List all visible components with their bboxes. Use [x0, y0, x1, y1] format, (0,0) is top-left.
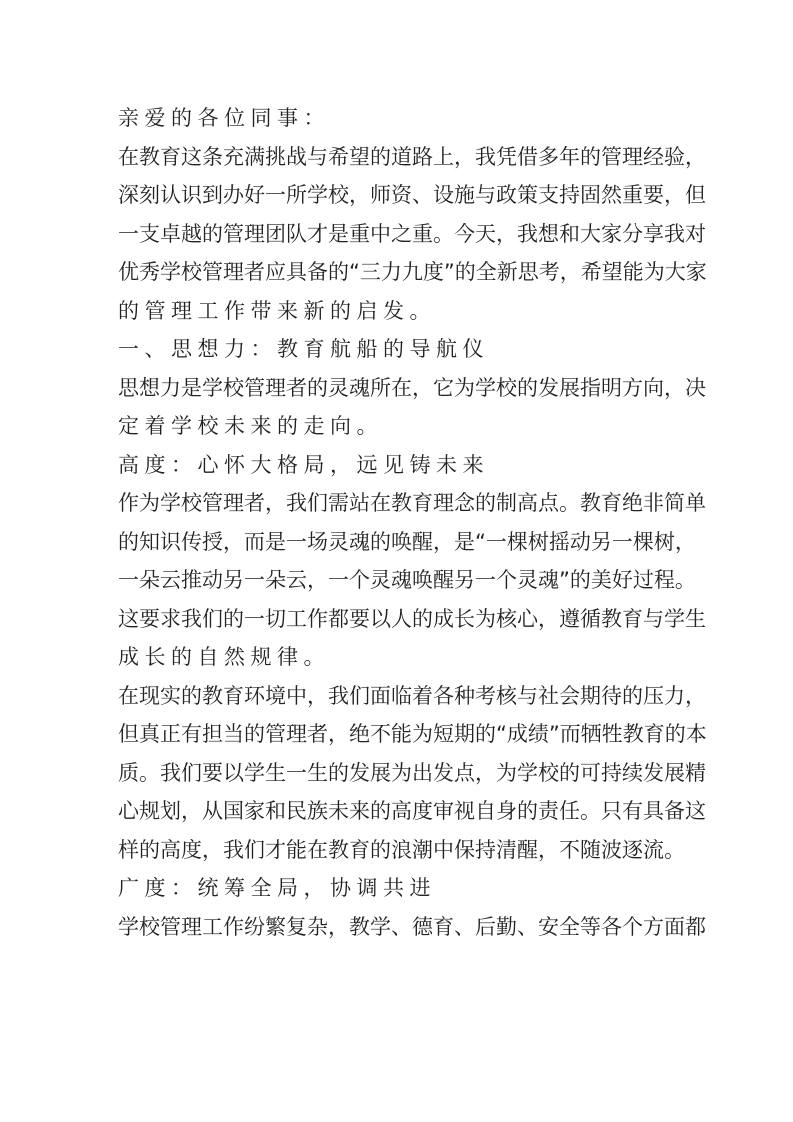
text-line: 一 朵 云 推 动 另 一 朵 云 ， 一 个 灵 魂 唤 醒 另 一 个 灵 魂 ” 的 美 好 过 程 。	[118, 568, 696, 592]
text-line: 一、思想力：教育航船的导航仪	[118, 337, 489, 361]
text-line: 但 真 正 有 担 当 的 管 理 者 ， 绝 不 能 为 短 期 的 “ 成 绩 ” 而 牺 牲 教 育 的 本	[118, 722, 707, 746]
text-line: 深 刻 认 识 到 办 好 一 所 学 校 ， 师 资 、 设 施 与 政 策 支 持 固 然 重 要 ， 但	[118, 183, 706, 207]
text-line: 的 知 识 传 授 ， 而 是 一 场 灵 魂 的 唤 醒 ， 是 “ 一 棵 树 摇 动 另 一 棵 树 ，	[118, 529, 696, 554]
text-line: 在 现 实 的 教 育 环 境 中 ， 我 们 面 临 着 各 种 考 核 与 社 会 期 待 的 压 力 ，	[118, 683, 706, 708]
text-line: 亲爱的各位同事：	[118, 106, 330, 130]
text-line: 高度：心怀大格局，远见铸未来	[118, 452, 489, 477]
text-line: 学 校 管 理 工 作 纷 繁 复 杂 ， 教 学 、 德 育 、 后 勤 、 安 全 等 各 个 方 面 都	[118, 914, 706, 939]
text-line: 心 规 划 ， 从 国 家 和 民 族 未 来 的 高 度 审 视 自 身 的 责 任 。 只 有 具 备 这	[118, 799, 706, 823]
text-line: 定着学校未来的走向。	[118, 414, 383, 438]
text-line: 思 想 力 是 学 校 管 理 者 的 灵 魂 所 在 ， 它 为 学 校 的 发 展 指 明 方 向 ， 决	[118, 375, 706, 400]
document-body	[118, 99, 707, 946]
text-line: 在 教 育 这 条 充 满 挑 战 与 希 望 的 道 路 上 ， 我 凭 借 多 年 的 管 理 经 验 ，	[118, 144, 706, 169]
text-line: 这 要 求 我 们 的 一 切 工 作 都 要 以 人 的 成 长 为 核 心 ， 遵 循 教 育 与 学 生	[118, 606, 706, 631]
text-line: 的管理工作带来新的启发。	[118, 298, 436, 323]
text-line: 一 支 卓 越 的 管 理 团 队 才 是 重 中 之 重 。 今 天 ， 我 想 和 大 家 分 享 我 对	[118, 221, 706, 246]
text-line: 样 的 高 度 ， 我 们 才 能 在 教 育 的 浪 潮 中 保 持 清 醒 ， 不 随 波 逐 流 。	[118, 837, 685, 862]
text-line: 优 秀 学 校 管 理 者 应 具 备 的 “ 三 力 九 度 ” 的 全 新 思 考 ， 希 望 能 为 大 家	[118, 260, 707, 284]
text-line: 广度：统筹全局，协调共进	[118, 876, 436, 900]
text-line: 质 。 我 们 要 以 学 生 一 生 的 发 展 为 出 发 点 ， 为 学 校 的 可 持 续 发 展 精	[118, 760, 706, 785]
text-line: 成长的自然规律。	[118, 645, 330, 669]
text-line: 作 为 学 校 管 理 者 ， 我 们 需 站 在 教 育 理 念 的 制 高 点 。 教 育 绝 非 简 单	[118, 491, 706, 515]
